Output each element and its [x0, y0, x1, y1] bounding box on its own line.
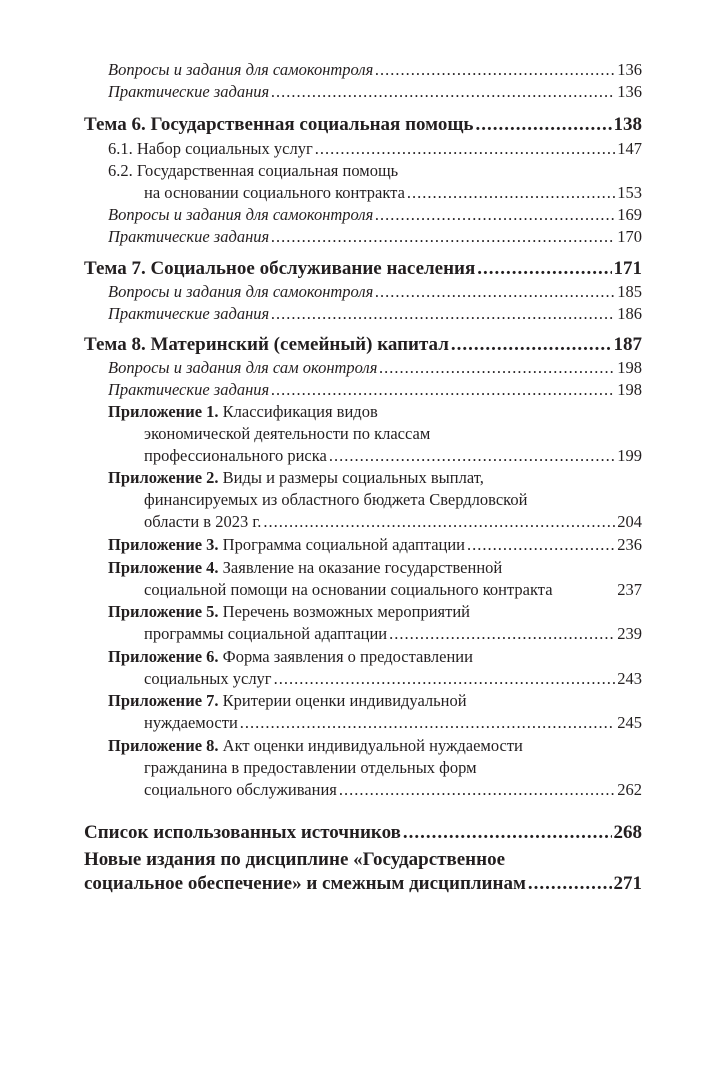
toc-entry-label: социального обслуживания — [144, 780, 337, 799]
toc-entry-6-1 — [108, 139, 642, 159]
dot-leader — [467, 535, 615, 555]
appendix-title: Перечень возможных мероприятий — [218, 602, 470, 621]
toc-entry-t5-questions — [108, 60, 642, 80]
toc-page-number: 199 — [617, 446, 642, 465]
toc-appendix-5 — [144, 624, 642, 644]
toc-page-number: 169 — [617, 205, 642, 224]
toc-entry-label: Практические задания — [108, 82, 270, 101]
appendix-label: Приложение 2. — [108, 468, 219, 487]
toc-entry-label: программы социальной адаптации — [144, 624, 388, 643]
appendix-label: Приложение 6. — [108, 647, 219, 666]
toc-entry-label: социальной помощи на основании социального контракта — [144, 580, 553, 599]
toc-page-number: 239 — [617, 624, 642, 643]
dot-leader — [407, 183, 615, 203]
dot-leader — [475, 114, 611, 136]
toc-page-number: 185 — [617, 282, 642, 301]
toc-topic-label: Тема 7. Социальное обслуживание населения — [84, 258, 476, 279]
toc-new-editions — [84, 873, 642, 895]
toc-page-number: 186 — [617, 304, 642, 323]
toc-appendix-1-line1 — [108, 402, 378, 422]
toc-page-number: 198 — [617, 380, 642, 399]
toc-appendix-6 — [144, 669, 642, 689]
appendix-title: Виды и размеры социальных выплат, — [218, 468, 484, 487]
dot-leader — [271, 304, 615, 324]
toc-topic-6 — [84, 114, 642, 136]
toc-entry-label: области в 2023 г. — [144, 512, 262, 531]
toc-entry-6-2 — [144, 183, 642, 203]
appendix-label: Приложение 3. — [108, 535, 219, 554]
appendix-label: Приложение 5. — [108, 602, 219, 621]
toc-appendix-6-line1 — [108, 647, 473, 667]
dot-leader — [339, 780, 615, 800]
toc-entry-label: Практические задания — [108, 380, 270, 399]
toc-appendix-2-line2: финансируемых из областного бюджета Свердловской — [144, 490, 528, 509]
toc-appendix-7 — [144, 713, 642, 733]
dot-leader — [315, 139, 616, 159]
dot-leader — [274, 669, 616, 689]
toc-appendix-8-line1 — [108, 736, 523, 756]
toc-appendix-1 — [144, 446, 642, 466]
dot-leader — [240, 713, 615, 733]
toc-appendix-2 — [144, 512, 642, 532]
toc-appendix-4-line1 — [108, 558, 502, 578]
toc-appendix-7-line1 — [108, 691, 467, 711]
toc-page-number: 136 — [617, 82, 642, 101]
dot-leader — [271, 227, 615, 247]
toc-entry-t8-questions — [108, 358, 642, 378]
appendix-title: Акт оценки индивидуальной нуждаемости — [218, 736, 523, 755]
toc-appendix-8-line2: гражданина в предоставлении отдельных форм — [144, 758, 477, 777]
toc-page-number: 187 — [613, 334, 642, 355]
toc-page-number: 262 — [617, 780, 642, 799]
toc-page-number: 245 — [617, 713, 642, 732]
toc-appendix-8 — [144, 780, 642, 800]
toc-entry-t8-practical — [108, 380, 642, 400]
toc-entry-label: профессионального риска — [144, 446, 327, 465]
dot-leader — [329, 446, 615, 466]
toc-page-number: 271 — [613, 873, 642, 894]
toc-page-number: 171 — [613, 258, 642, 279]
toc-page-number: 236 — [617, 535, 642, 554]
toc-topic-label: Список использованных источников — [84, 822, 401, 843]
toc-page-number: 136 — [617, 60, 642, 79]
dot-leader — [263, 512, 615, 532]
toc-page-number: 153 — [617, 183, 642, 202]
dot-leader — [379, 358, 615, 378]
appendix-title: Форма заявления о предоставлении — [218, 647, 473, 666]
dot-leader — [375, 282, 615, 302]
toc-appendix-3 — [108, 535, 642, 555]
toc-entry-t7-questions — [108, 282, 642, 302]
toc-new-editions-line1: Новые издания по дисциплине «Государственное — [84, 849, 505, 870]
toc-entry-t7-practical — [108, 304, 642, 324]
toc-page-number: 237 — [617, 580, 642, 599]
dot-leader — [389, 624, 615, 644]
toc-page-number: 204 — [617, 512, 642, 531]
toc-entry-label: Вопросы и задания для сам оконтроля — [108, 358, 378, 377]
toc-topic-label: социальное обеспечение» и смежным дисциплинам — [84, 873, 526, 894]
dot-leader — [271, 380, 615, 400]
toc-appendix-4 — [144, 580, 642, 600]
toc-entry-6-2-line1: 6.2. Государственная социальная помощь — [108, 161, 399, 180]
toc-entry-label: Вопросы и задания для самоконтроля — [108, 60, 374, 79]
toc-topic-label: Тема 8. Материнский (семейный) капитал — [84, 334, 449, 355]
toc-entry-t6-questions — [108, 205, 642, 225]
appendix-label: Приложение 1. — [108, 402, 219, 421]
dot-leader — [271, 82, 615, 102]
dot-leader — [403, 822, 612, 844]
toc-page-number: 147 — [617, 139, 642, 158]
toc-entry-label: Вопросы и задания для самоконтроля — [108, 205, 374, 224]
toc-entry-label: на основании социального контракта — [144, 183, 405, 202]
toc-page-number: 198 — [617, 358, 642, 377]
toc-appendix-5-line1 — [108, 602, 470, 622]
toc-page-number: 170 — [617, 227, 642, 246]
toc-entry-label: Практические задания — [108, 304, 270, 323]
toc-entry-t6-practical — [108, 227, 642, 247]
toc-entry-label: 6.1. Набор социальных услуг — [108, 139, 313, 158]
dot-leader — [528, 873, 612, 895]
toc-entry-label: Вопросы и задания для самоконтроля — [108, 282, 374, 301]
toc-entry-label: Практические задания — [108, 227, 270, 246]
appendix-label: Приложение 4. — [108, 558, 219, 577]
toc-topic-label: Тема 6. Государственная социальная помощь — [84, 114, 474, 135]
toc-topic-8 — [84, 334, 642, 356]
toc-page-number: 268 — [613, 822, 642, 843]
toc-appendix-2-line1 — [108, 468, 484, 488]
appendix-title: Классификация видов — [218, 402, 378, 421]
dot-leader — [375, 205, 615, 225]
appendix-label: Приложение 8. — [108, 736, 219, 755]
appendix-label: Приложение 7. — [108, 691, 219, 710]
toc-appendix-1-line2: экономической деятельности по классам — [144, 424, 431, 443]
dot-leader — [451, 334, 612, 356]
appendix-title: Заявление на оказание государственной — [218, 558, 503, 577]
appendix-title: Критерии оценки индивидуальной — [218, 691, 467, 710]
dot-leader — [375, 60, 615, 80]
toc-topic-7 — [84, 258, 642, 280]
toc-entry-label: социальных услуг — [144, 669, 272, 688]
toc-page-number: 138 — [613, 114, 642, 135]
toc-entry-label: нуждаемости — [144, 713, 238, 732]
dot-leader — [477, 258, 611, 280]
appendix-title: Программа социальной адаптации — [218, 535, 466, 554]
toc-page-number: 243 — [617, 669, 642, 688]
toc-entry-t5-practical — [108, 82, 642, 102]
toc-sources — [84, 822, 642, 844]
